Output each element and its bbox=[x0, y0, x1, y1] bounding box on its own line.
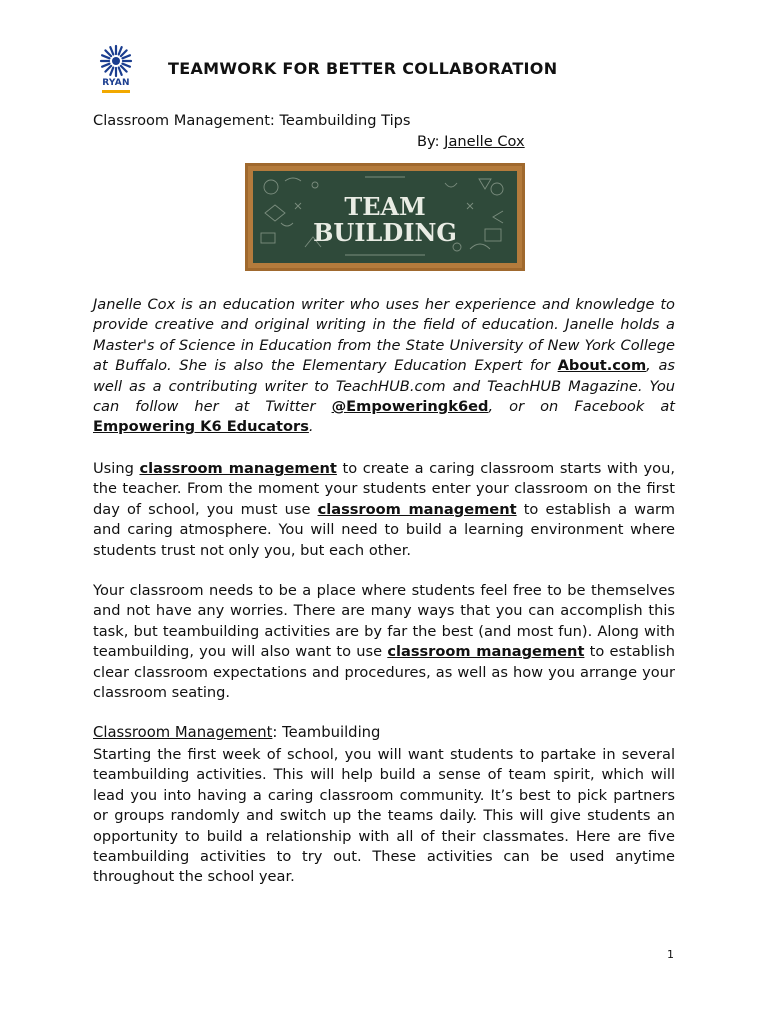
bio-text: . bbox=[308, 418, 314, 436]
section-heading-rest: : Teambuilding bbox=[272, 724, 381, 741]
about-com-link[interactable]: About.com bbox=[557, 357, 647, 375]
bio-text: Janelle Cox is an education writer who uses her experience and knowledge to provide creative and original writing in the field of education. Janelle holds a Master's of Science in Education from the State University of New York College at Buffalo. She is also the Elementary Education Expert for bbox=[93, 296, 675, 375]
classroom-management-link[interactable]: classroom management bbox=[317, 500, 517, 518]
page-number: 1 bbox=[667, 948, 674, 961]
byline bbox=[417, 133, 525, 150]
article-title: Classroom Management: Teambuilding Tips bbox=[93, 112, 411, 129]
board-text-team: TEAM bbox=[344, 192, 426, 221]
classroom-paragraph bbox=[93, 581, 675, 703]
intro-paragraph bbox=[93, 459, 675, 561]
paragraph-text: Your classroom needs to be a place where students feel free to be themselves and not have any worries. There are many ways that you can accomplish this task, but teambuilding activities are by far the best (and most fun). Along with teambuilding, you will also want to use bbox=[93, 582, 675, 661]
bio-text: , or on Facebook at bbox=[488, 398, 675, 416]
bio-text: , as well as a contributing writer to TeachHUB.com and TeachHUB Magazine. You can follow her at Twitter bbox=[93, 357, 675, 416]
classroom-management-heading-link[interactable]: Classroom Management bbox=[93, 724, 273, 741]
paragraph-text: Using bbox=[93, 460, 140, 477]
logo-underline bbox=[102, 90, 130, 93]
board-text-building: BUILDING bbox=[313, 218, 457, 247]
byline-prefix: By: bbox=[417, 133, 445, 150]
paragraph-text: to create a caring classroom starts with you, the teacher. From the moment your students enter your classroom on the first day of school, you must use bbox=[93, 460, 675, 518]
logo-text: RYAN bbox=[102, 78, 130, 88]
author-bio-paragraph bbox=[93, 295, 675, 438]
teambuilding-paragraph: Starting the first week of school, you will want students to partake in several teambuilding activities. This will help build a sense of team spirit, which will lead you into having a caring classroom community. It’s best to pick partners or groups randomly and switch up the teams daily. This will give students an opportunity to build a relationship with all of their classmates. Here are five teambuilding activities to try out. These activities can be used anytime throughout the school year. bbox=[93, 746, 675, 886]
sunburst-icon bbox=[96, 44, 136, 78]
ryan-logo bbox=[96, 44, 136, 100]
facebook-link[interactable]: Empowering K6 Educators bbox=[93, 418, 309, 436]
author-link[interactable]: Janelle Cox bbox=[444, 133, 525, 150]
document-title: TEAMWORK FOR BETTER COLLABORATION bbox=[168, 59, 558, 78]
paragraph-text: to establish a warm and caring atmosphere. You will need to build a learning environment where students trust not only you, but each other. bbox=[93, 500, 675, 559]
paragraph-text: to establish clear classroom expectations and procedures, as well as how you arrange your classroom seating. bbox=[93, 643, 675, 702]
twitter-link[interactable]: @Empoweringk6ed bbox=[331, 398, 489, 416]
classroom-management-link[interactable]: classroom management bbox=[387, 643, 585, 661]
classroom-management-link[interactable]: classroom management bbox=[139, 460, 337, 477]
team-building-chalkboard-image bbox=[245, 163, 525, 271]
section-heading bbox=[93, 724, 380, 741]
